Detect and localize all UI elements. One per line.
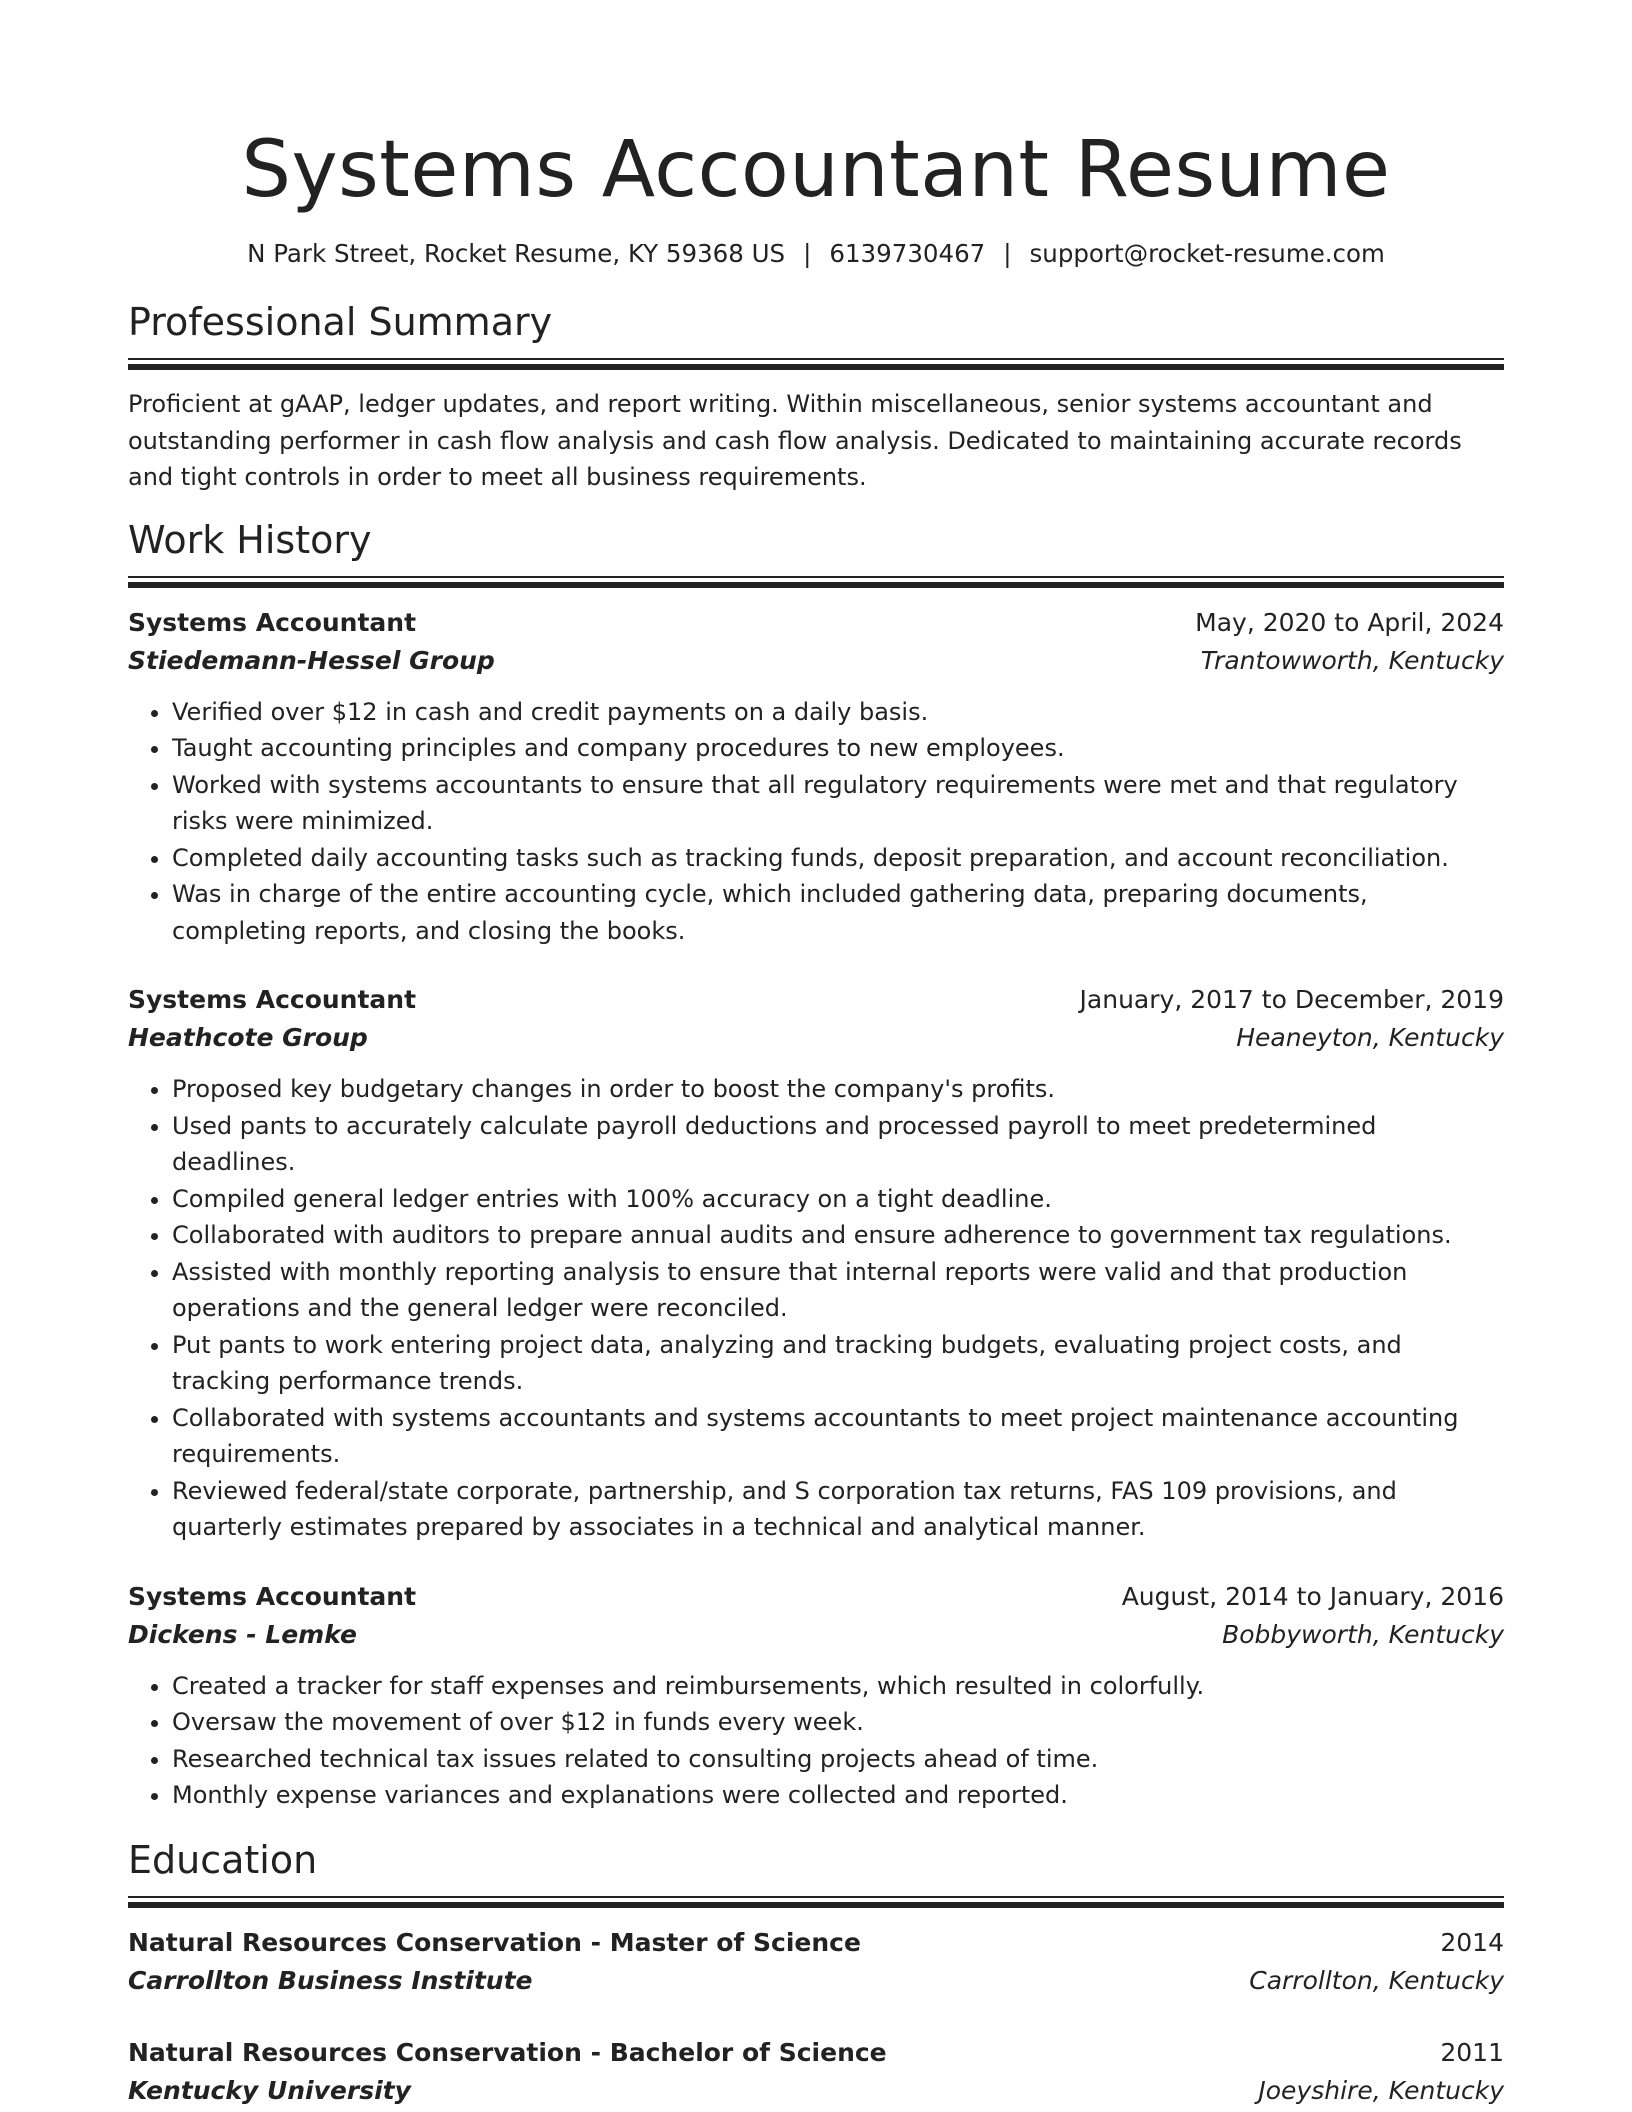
job-header-row: [128, 604, 1504, 642]
education-school: Kentucky University: [128, 2075, 411, 2105]
education-degree: Natural Resources Conservation - Master of Science: [128, 1927, 861, 1957]
job-bullet: • Collaborated with systems accountants and systems accountants to meet project maintenance accounting requirements.: [172, 1400, 1504, 1473]
job-bullet: • Taught accounting principles and company procedures to new employees.: [172, 730, 1504, 767]
job-company-row: [128, 1019, 1504, 1057]
resume-title: Systems Accountant Resume: [241, 125, 1391, 215]
job-bullet: • Worked with systems accountants to ensure that all regulatory requirements were met and that regulatory risks were minimized.: [172, 767, 1504, 840]
job-title: Systems Accountant: [128, 607, 417, 637]
job-company: Dickens - Lemke: [128, 1619, 357, 1649]
contact-separator: |: [803, 239, 812, 268]
section-divider: [128, 1896, 1504, 1902]
contact-line: [128, 238, 1504, 270]
job-bullet: • Created a tracker for staff expenses and reimbursements, which resulted in colorfully.: [172, 1668, 1504, 1705]
job-bullet-list: [128, 1071, 1504, 1546]
section-title-work-history: Work History: [128, 517, 372, 562]
education-entry: [128, 1924, 1504, 2000]
job-company: Heathcote Group: [128, 1023, 368, 1052]
job-header-row: [128, 981, 1504, 1019]
job-company-row: [128, 1616, 1504, 1654]
job-header-row: [128, 1578, 1504, 1616]
job-bullet: • Proposed key budgetary changes in order to boost the company's profits.: [172, 1071, 1504, 1108]
contact-address: N Park Street, Rocket Resume, KY 59368 US: [247, 239, 786, 268]
job-bullet: • Completed daily accounting tasks such as tracking funds, deposit preparation, and account reconciliation.: [172, 840, 1504, 877]
education-school-row: [128, 1962, 1504, 2000]
job-title: Systems Accountant: [128, 985, 417, 1014]
section-divider: [128, 576, 1504, 582]
education-year: 2011: [1440, 2037, 1504, 2067]
education-school-row: [128, 2072, 1504, 2110]
education-location: Joeyshire, Kentucky: [1258, 2075, 1504, 2105]
job-bullet: • Monthly expense variances and explanations were collected and reported.: [172, 1777, 1504, 1814]
education-entry: [128, 2034, 1504, 2110]
education-degree: Natural Resources Conservation - Bachelor of Science: [128, 2037, 887, 2067]
job-bullet-list: [128, 694, 1504, 950]
education-school: Carrollton Business Institute: [128, 1965, 533, 1995]
job-location: Heaneyton, Kentucky: [1236, 1023, 1504, 1052]
job-bullet: • Used pants to accurately calculate payroll deductions and processed payroll to meet predetermined deadlines.: [172, 1108, 1504, 1181]
job-bullet: • Assisted with monthly reporting analysis to ensure that internal reports were valid and that production operations and the general ledger were reconciled.: [172, 1254, 1504, 1327]
job-dates: August, 2014 to January, 2016: [1121, 1581, 1504, 1611]
education-year: 2014: [1440, 1927, 1504, 1957]
job-entry: [128, 1578, 1504, 1814]
job-bullet: • Collaborated with auditors to prepare annual audits and ensure adherence to government tax regulations.: [172, 1217, 1504, 1254]
job-dates: May, 2020 to April, 2024: [1195, 607, 1504, 637]
job-bullet: • Compiled general ledger entries with 100% accuracy on a tight deadline.: [172, 1181, 1504, 1218]
job-bullet: • Verified over $12 in cash and credit payments on a daily basis.: [172, 694, 1504, 731]
job-entry: [128, 604, 1504, 950]
education-header-row: [128, 1924, 1504, 1962]
job-bullet: • Was in charge of the entire accounting cycle, which included gathering data, preparing documents, completing reports, and closing the books.: [172, 876, 1504, 949]
section-title-summary: Professional Summary: [128, 300, 553, 344]
education-header-row: [128, 2034, 1504, 2072]
job-company: Stiedemann-Hessel Group: [128, 645, 495, 675]
job-bullet: • Reviewed federal/state corporate, partnership, and S corporation tax returns, FAS 109 provisions, and quarterly estimates prepared by associates in a technical and analytical manner.: [172, 1473, 1504, 1546]
education-section: [128, 1836, 1504, 2110]
section-title-education: Education: [128, 1837, 318, 1882]
contact-phone: 6139730467: [829, 239, 986, 268]
job-bullet: • Oversaw the movement of over $12 in funds every week.: [172, 1704, 1504, 1741]
job-bullet: • Put pants to work entering project data, analyzing and tracking budgets, evaluating project costs, and tracking performance trends.: [172, 1327, 1504, 1400]
work-history-section: [128, 516, 1504, 1814]
job-bullet: • Researched technical tax issues related to consulting projects ahead of time.: [172, 1741, 1504, 1778]
job-bullet-list: [128, 1668, 1504, 1814]
job-entry: [128, 981, 1504, 1546]
job-location: Bobbyworth, Kentucky: [1222, 1619, 1504, 1649]
summary-text: Proficient at gAAP, ledger updates, and report writing. Within miscellaneous, senior systems accountant and outstanding performer in cash flow analysis and cash flow analysis. Dedicated to maintaining accurate records and tight controls in order to meet all business requirements.: [128, 390, 1462, 491]
contact-separator: |: [1003, 239, 1012, 268]
job-dates: January, 2017 to December, 2019: [1079, 985, 1504, 1014]
section-divider: [128, 358, 1504, 364]
job-location: Trantowworth, Kentucky: [1200, 645, 1504, 675]
job-title: Systems Accountant: [128, 1581, 417, 1611]
education-location: Carrollton, Kentucky: [1249, 1965, 1504, 1995]
contact-email: support@rocket-resume.com: [1029, 239, 1385, 268]
job-company-row: [128, 642, 1504, 680]
summary-section: [128, 298, 1504, 496]
